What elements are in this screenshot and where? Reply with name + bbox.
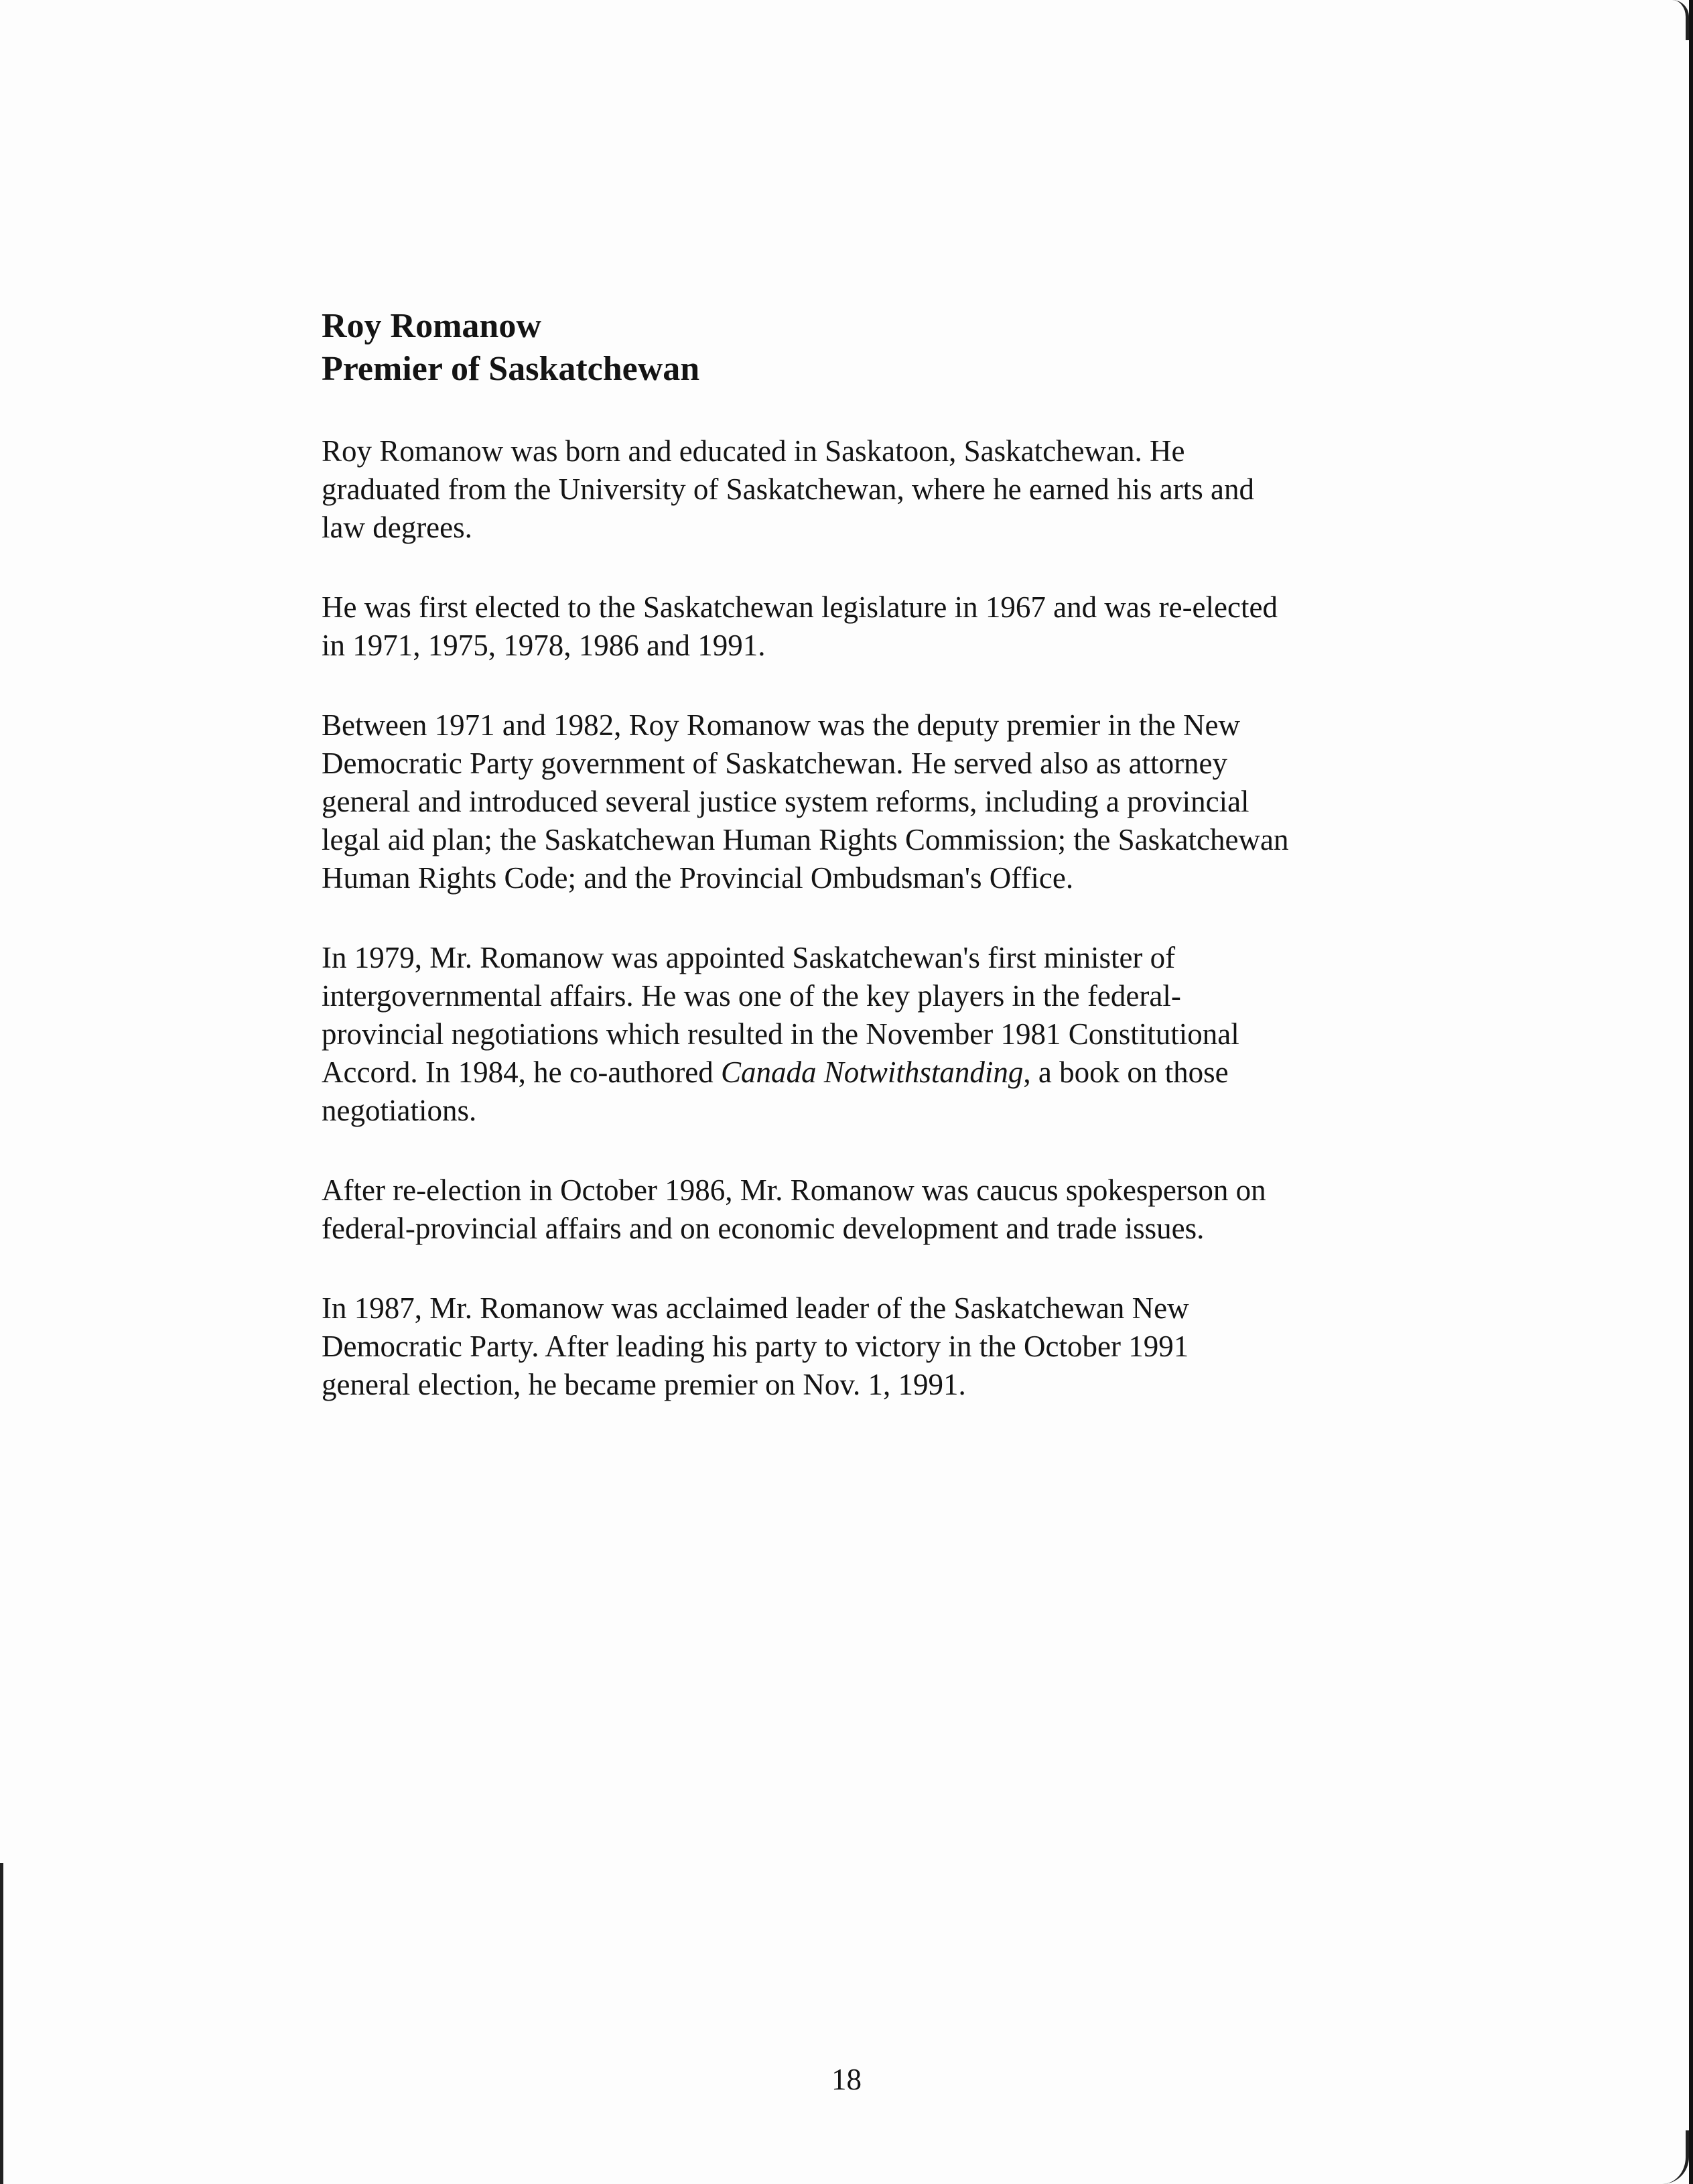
biography-heading — [322, 305, 1461, 391]
text-line: general election, he became premier on Nov. 1, 1991. — [322, 1368, 966, 1401]
text-line: Democratic Party government of Saskatchewan. He served also as attorney — [322, 747, 1228, 780]
paragraph-leadership — [322, 1289, 1461, 1404]
text-line: Human Rights Code; and the Provincial Ombudsman's Office. — [322, 861, 1074, 895]
text-line: Between 1971 and 1982, Roy Romanow was the deputy premier in the New — [322, 708, 1240, 742]
text-line: Democratic Party. After leading his party to victory in the October 1991 — [322, 1330, 1189, 1363]
text-line: In 1979, Mr. Romanow was appointed Saskatchewan's first minister of — [322, 941, 1176, 974]
text-line: graduated from the University of Saskatchewan, where he earned his arts and — [322, 472, 1254, 506]
scan-edge-curve-bottom — [1659, 2130, 1689, 2184]
text-line: Roy Romanow was born and educated in Saskatoon, Saskatchewan. He — [322, 434, 1185, 468]
text-line: He was first elected to the Saskatchewan legislature in 1967 and was re-elected — [322, 590, 1278, 624]
text-line: federal-provincial affairs and on economic development and trade issues. — [322, 1212, 1205, 1245]
text-line: general and introduced several justice system reforms, including a provincial — [322, 785, 1249, 818]
text-segment: Accord. In 1984, he co-authored — [322, 1055, 722, 1089]
text-line: in 1971, 1975, 1978, 1986 and 1991. — [322, 629, 766, 662]
text-line: intergovernmental affairs. He was one of the key players in the federal- — [322, 979, 1181, 1013]
text-line: negotiations. — [322, 1094, 477, 1127]
text-line: After re-election in October 1986, Mr. Romanow was caucus spokesperson on — [322, 1173, 1266, 1207]
paragraph-intergovernmental — [322, 939, 1461, 1130]
scan-edge-curve-top — [1672, 0, 1689, 40]
paragraph-education — [322, 432, 1461, 547]
scan-edge-right — [1689, 0, 1693, 2184]
person-title: Premier of Saskatchewan — [322, 350, 700, 388]
text-line: In 1987, Mr. Romanow was acclaimed leader of the Saskatchewan New — [322, 1291, 1189, 1325]
text-line: provincial negotiations which resulted in the November 1981 Constitutional — [322, 1017, 1239, 1051]
text-line: legal aid plan; the Saskatchewan Human Rights Commission; the Saskatchewan — [322, 823, 1289, 856]
person-name: Roy Romanow — [322, 307, 541, 345]
page-number: 18 — [831, 2063, 862, 2096]
paragraph-deputy-premier — [322, 706, 1461, 897]
paragraph-elections — [322, 588, 1461, 665]
biography-content — [322, 305, 1461, 1446]
paragraph-re-election — [322, 1171, 1461, 1248]
scan-edge-left — [0, 1863, 3, 2184]
book-title: Canada Notwithstanding — [721, 1055, 1024, 1089]
text-line — [322, 1053, 1461, 1092]
text-line: law degrees. — [322, 511, 472, 544]
text-segment: , a book on those — [1023, 1055, 1229, 1089]
